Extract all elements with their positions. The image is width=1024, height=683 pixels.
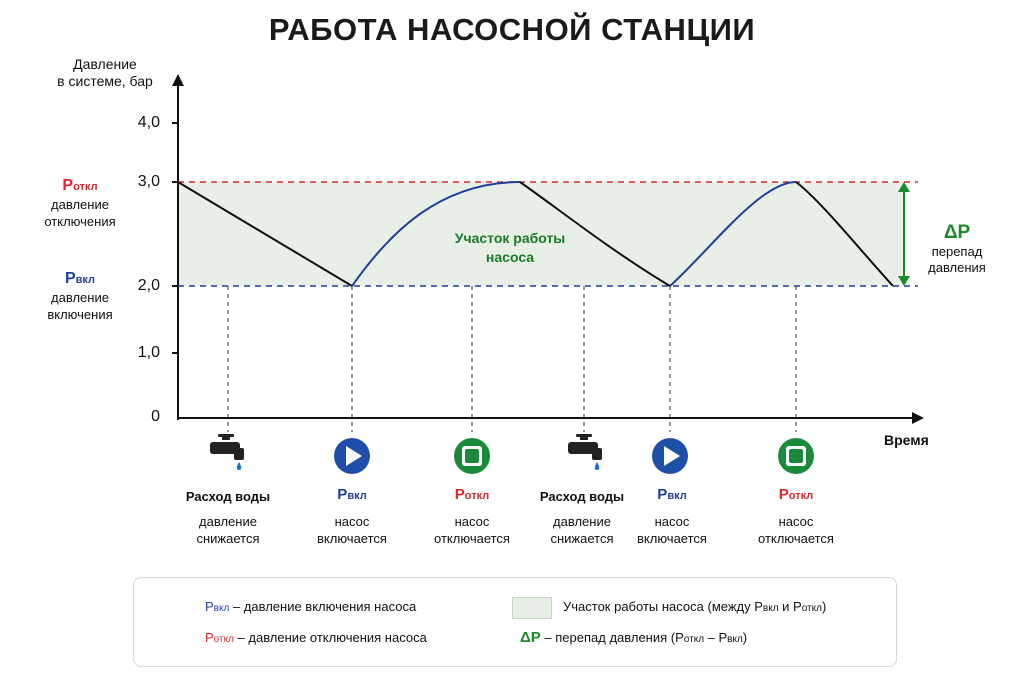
y-axis-arrow [172, 74, 184, 86]
play-icon [652, 438, 688, 474]
delta-desc: перепад [931, 244, 983, 259]
legend-delta [520, 629, 747, 646]
legend-p-off-sub: откл [213, 634, 234, 645]
event-line: насос [778, 514, 814, 529]
legend-p-off-symbol: P [205, 630, 214, 645]
y-axis-title-line2: в системе, бар [57, 73, 153, 89]
x-axis-arrow [912, 412, 924, 424]
event-head-symbol: P [657, 486, 668, 503]
p-off-desc: отключения [44, 214, 116, 229]
y-tick-label: 4,0 [137, 114, 160, 131]
legend-zone-text: Участок работы насоса (между P [563, 599, 763, 614]
event-line: насос [334, 514, 370, 529]
event-head-symbol: P [778, 486, 789, 503]
pump-zone-label-line1: Участок работы [454, 230, 566, 246]
y-axis-title-line1: Давление [73, 56, 137, 72]
y-tick-label: 3,0 [137, 173, 160, 190]
legend-box [133, 577, 897, 667]
delta-label [912, 222, 1002, 276]
legend-zone-sub: вкл [762, 603, 779, 614]
stop-icon [778, 438, 814, 474]
legend-delta-text: – перепад давления (P [540, 630, 684, 645]
event-line: снижается [550, 531, 614, 546]
event-head-symbol: P [454, 486, 465, 503]
p-off-sub: откл [73, 181, 98, 193]
legend-p-off [205, 630, 427, 645]
event-line: отключается [434, 531, 510, 546]
event-caption [612, 486, 732, 547]
legend-zone-text: ) [821, 599, 827, 614]
y-axis-title [40, 56, 170, 90]
event-head-sub: откл [788, 490, 814, 502]
legend-p-on-text: – давление включения насоса [232, 599, 417, 614]
pump-zone-label [420, 229, 600, 267]
event-caption [292, 486, 412, 547]
event-line: насос [654, 514, 690, 529]
event-caption [412, 486, 532, 547]
p-on-desc: включения [47, 307, 113, 322]
y-tick-label: 2,0 [137, 277, 160, 294]
event-caption [736, 486, 856, 547]
x-axis-title: Время [884, 432, 929, 448]
delta-symbol: ΔP [943, 222, 971, 243]
p-off-symbol: P [62, 177, 74, 194]
event-line: давление [553, 514, 611, 529]
legend-delta-sub: откл [683, 634, 705, 645]
legend-zone-swatch [512, 597, 552, 619]
p-on-label [10, 270, 150, 323]
stop-icon [454, 438, 490, 474]
event-line: насос [454, 514, 490, 529]
y-tick-label: 0 [151, 408, 160, 425]
event-line: снижается [196, 531, 260, 546]
event-head-sub: вкл [667, 490, 687, 502]
event-head-sub: откл [464, 490, 490, 502]
event-line: отключается [758, 531, 834, 546]
event-head: Расход воды [539, 489, 625, 504]
legend-p-on [205, 599, 416, 614]
event-head-symbol: P [337, 486, 348, 503]
legend-p-on-sub: вкл [213, 603, 230, 614]
p-on-symbol: P [64, 270, 76, 287]
play-icon [334, 438, 370, 474]
delta-desc: давления [928, 260, 986, 275]
legend-delta-text: – P [704, 630, 728, 645]
p-off-label [10, 177, 150, 230]
event-head: Расход воды [185, 489, 271, 504]
legend-delta-symbol: ΔP [520, 629, 541, 646]
legend-p-off-text: – давление отключения насоса [237, 630, 427, 645]
event-caption [168, 488, 288, 547]
p-on-sub: вкл [75, 274, 96, 286]
legend-delta-text: ) [742, 630, 748, 645]
legend-delta-sub: вкл [727, 634, 743, 645]
legend-p-on-symbol: P [205, 599, 214, 614]
page-title: РАБОТА НАСОСНОЙ СТАНЦИИ [268, 12, 756, 47]
y-tick-label: 1,0 [137, 344, 160, 361]
event-line: включается [637, 531, 707, 546]
legend-zone [563, 599, 826, 614]
water-tap-icon [210, 434, 244, 470]
event-head-sub: вкл [347, 490, 367, 502]
pump-zone-label-line2: насоса [485, 249, 535, 265]
event-line: включается [317, 531, 387, 546]
event-guides [228, 286, 796, 432]
water-tap-icon [568, 434, 602, 470]
event-line: давление [199, 514, 257, 529]
legend-zone-text: и P [778, 599, 802, 614]
legend-zone-sub: откл [801, 603, 822, 614]
p-on-desc: давление [51, 290, 109, 305]
p-off-desc: давление [51, 197, 109, 212]
